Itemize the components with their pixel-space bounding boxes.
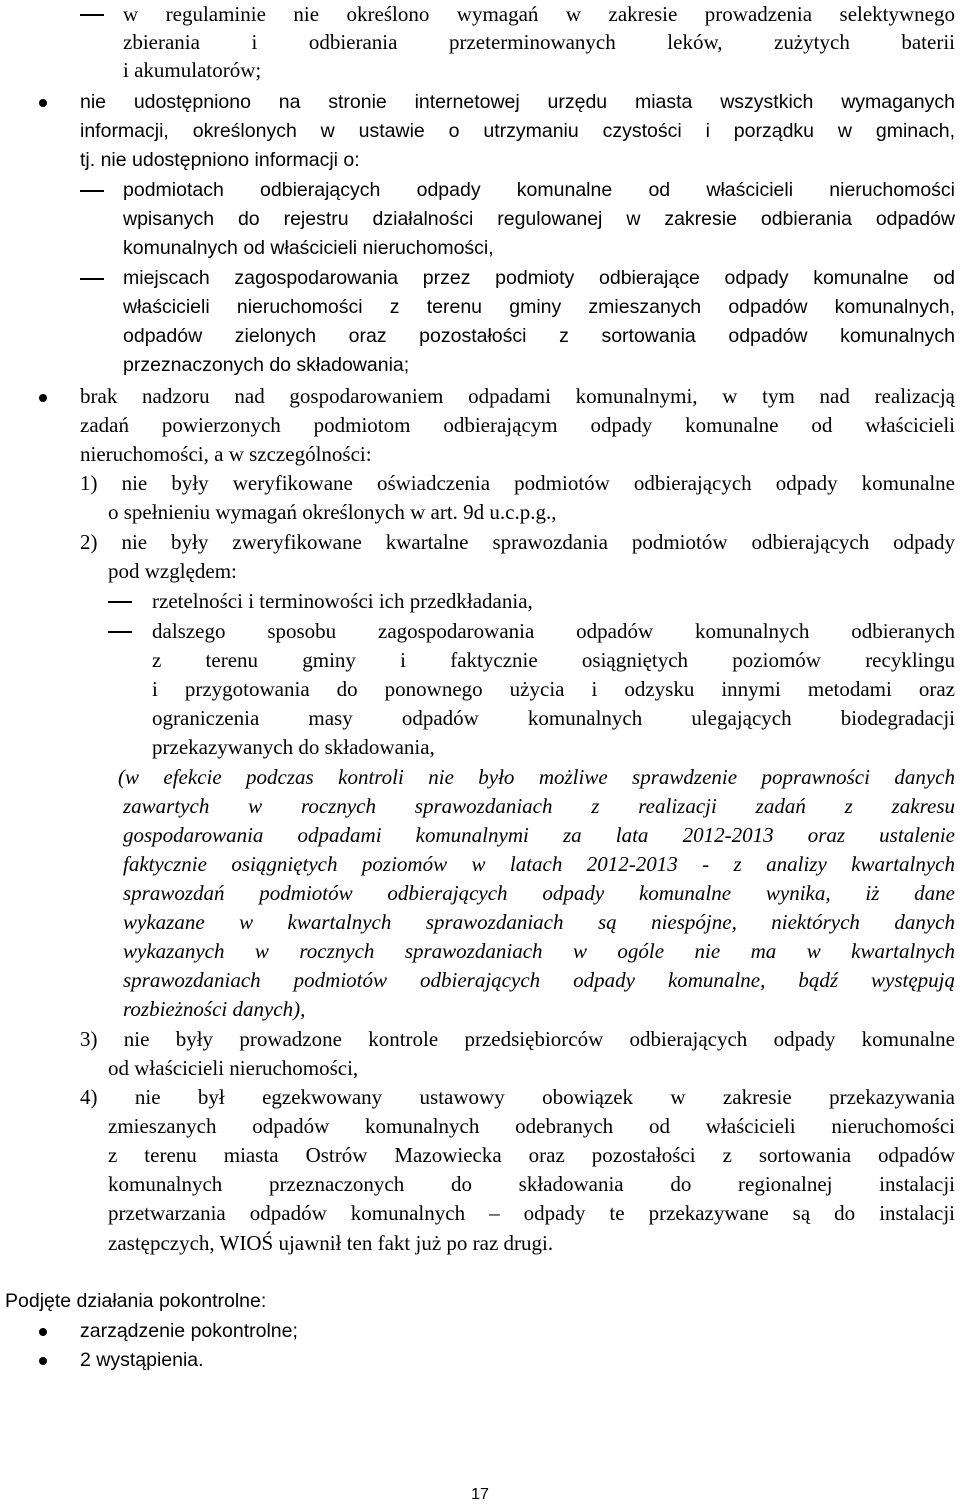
text-line: wykazanych w rocznych sprawozdaniach w ogóle nie ma w kwartalnych bbox=[123, 939, 955, 963]
text-line: odpadów zielonych oraz pozostałości z sortowania odpadów komunalnych bbox=[123, 325, 955, 347]
text-line: gospodarowania odpadami komunalnymi za lata 2012-2013 oraz ustalenie bbox=[123, 823, 955, 847]
text-line: ograniczenia masy odpadów komunalnych ulegających biodegradacji bbox=[152, 706, 955, 730]
text-line: zastępczych, WIOŚ ujawnił ten fakt już po raz drugi. bbox=[108, 1231, 554, 1255]
text-line: i przygotowania do ponownego użycia i odzysku innymi metodami oraz bbox=[152, 677, 955, 701]
dash-marker bbox=[80, 278, 104, 280]
text-line: 4) nie był egzekwowany ustawowy obowiązek w zakresie przekazywania bbox=[80, 1085, 955, 1109]
text-line: i akumulatorów; bbox=[123, 58, 262, 82]
text-line: brak nadzoru nad gospodarowaniem odpadami komunalnymi, w tym nad realizacją bbox=[80, 384, 955, 408]
text-line: w regulaminie nie określono wymagań w zakresie prowadzenia selektywnego bbox=[123, 2, 955, 26]
text-line: przekazywanych do składowania, bbox=[152, 735, 435, 759]
text-line: komunalnych przeznaczonych do składowania do regionalnej instalacji bbox=[108, 1172, 955, 1196]
text-line: tj. nie udostępniono informacji o: bbox=[80, 149, 360, 171]
text-line: nieruchomości, a w szczególności: bbox=[80, 442, 372, 466]
text-line: 3) nie były prowadzone kontrole przedsiębiorców odbierających odpady komunalne bbox=[80, 1027, 955, 1051]
text-line: przeznaczonych do składowania; bbox=[123, 354, 410, 376]
text-line: o spełnieniu wymagań określonych w art. 9d u.c.p.g., bbox=[108, 500, 557, 524]
text-line: 1) nie były weryfikowane oświadczenia podmiotów odbierających odpady komunalne bbox=[80, 471, 955, 495]
text-line: rzetelności i terminowości ich przedkładania, bbox=[152, 589, 533, 613]
bullet-marker bbox=[39, 99, 47, 107]
text-line: sprawozdań podmiotów odbierających odpady komunalne wynika, iż dane bbox=[123, 881, 955, 905]
text-line: dalszego sposobu zagospodarowania odpadów komunalnych odbieranych bbox=[152, 619, 955, 643]
text-line: zmieszanych odpadów komunalnych odebranych od właścicieli nieruchomości bbox=[108, 1114, 955, 1138]
text-line: właścicieli nieruchomości z terenu gminy zmieszanych odpadów komunalnych, bbox=[123, 296, 955, 318]
text-line: rozbieżności danych), bbox=[123, 997, 306, 1021]
text-line: (w efekcie podczas kontroli nie było możliwe sprawdzenie poprawności danych bbox=[118, 765, 955, 789]
text-line: zawartych w rocznych sprawozdaniach z realizacji zadań z zakresu bbox=[123, 794, 955, 818]
dash-marker bbox=[108, 601, 132, 603]
bullet-marker bbox=[39, 1328, 47, 1336]
text-line: 2) nie były zweryfikowane kwartalne sprawozdania podmiotów odbierających odpady bbox=[80, 530, 955, 554]
dash-marker bbox=[108, 631, 132, 633]
section-heading: Podjęte działania pokontrolne: bbox=[5, 1290, 267, 1312]
text-line: zbierania i odbierania przeterminowanych leków, zużytych baterii bbox=[123, 30, 955, 54]
text-line: pod względem: bbox=[108, 559, 237, 583]
text-line: wpisanych do rejestru działalności regulowanej w zakresie odbierania odpadów bbox=[123, 208, 955, 230]
text-line: zarządzenie pokontrolne; bbox=[80, 1320, 298, 1342]
text-line: od właścicieli nieruchomości, bbox=[108, 1056, 359, 1080]
text-line: 2 wystąpienia. bbox=[80, 1349, 204, 1371]
text-line: faktycznie osiągniętych poziomów w latach 2012-2013 - z analizy kwartalnych bbox=[123, 852, 955, 876]
text-line: z terenu gminy i faktycznie osiągniętych poziomów recyklingu bbox=[152, 648, 955, 672]
dash-marker bbox=[80, 190, 104, 192]
dash-marker bbox=[80, 14, 104, 16]
text-line: przetwarzania odpadów komunalnych – odpady te przekazywane są do instalacji bbox=[108, 1201, 955, 1225]
text-line: nie udostępniono na stronie internetowej urzędu miasta wszystkich wymaganych bbox=[80, 91, 955, 113]
text-line: podmiotach odbierających odpady komunalne od właścicieli nieruchomości bbox=[123, 179, 955, 201]
text-line: miejscach zagospodarowania przez podmioty odbierające odpady komunalne od bbox=[123, 267, 955, 289]
text-line: komunalnych od właścicieli nieruchomości, bbox=[123, 237, 494, 259]
text-line: zadań powierzonych podmiotom odbierającym odpady komunalne od właścicieli bbox=[80, 413, 955, 437]
bullet-marker bbox=[39, 394, 47, 402]
text-line: sprawozdaniach podmiotów odbierających odpady komunalne, bądź występują bbox=[123, 968, 955, 992]
text-line: z terenu miasta Ostrów Mazowiecka oraz pozostałości z sortowania odpadów bbox=[108, 1143, 955, 1167]
text-line: wykazane w kwartalnych sprawozdaniach są niespójne, niektórych danych bbox=[123, 910, 955, 934]
bullet-marker bbox=[39, 1357, 47, 1365]
text-line: informacji, określonych w ustawie o utrzymaniu czystości i porządku w gminach, bbox=[80, 120, 955, 142]
page-number: 17 bbox=[471, 1486, 489, 1503]
